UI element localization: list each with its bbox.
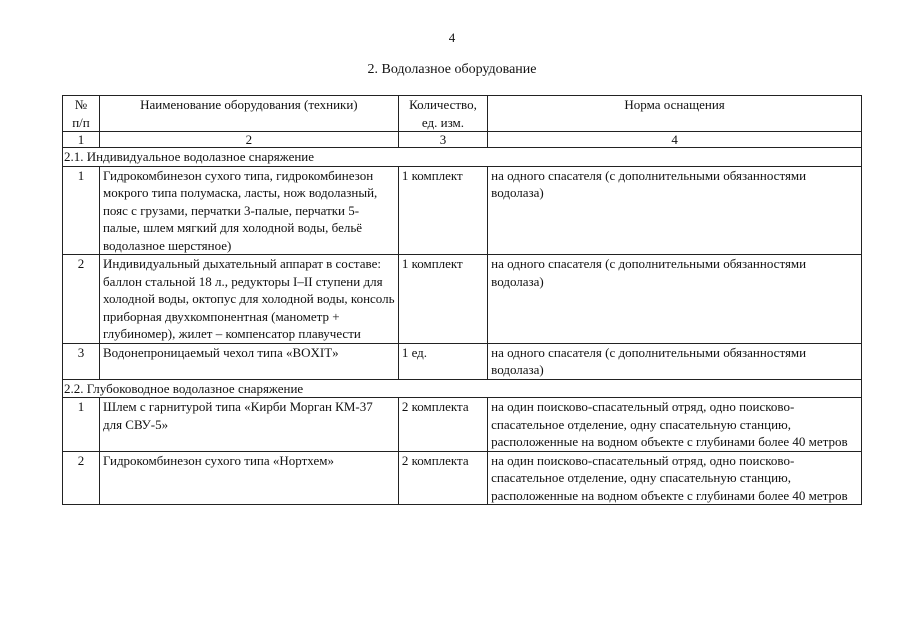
row-norm: на одного спасателя (с дополнительными обязанностями водолаза) <box>488 166 862 255</box>
column-numbers-row <box>63 132 862 148</box>
header-name: Наименование оборудования (техники) <box>99 96 398 132</box>
header-num-line1: № <box>74 97 88 112</box>
table-row <box>63 255 862 344</box>
row-num: 1 <box>63 166 100 255</box>
section-title: 2. Водолазное оборудование <box>367 62 537 77</box>
row-norm: на один поисково-спасательный отряд, одно поисково-спасательное отделение, одну спасательную станцию, расположенные на водном объекте с глубинами более 40 метров <box>488 398 862 452</box>
row-name: Гидрокомбинезон сухого типа, гидрокомбинезон мокрого типа полумаска, ласты, нож водолазный, пояс с грузами, перчатки 3-палые, перчатки 5-палые, шлем мягкий для холодной воды, бельё водолазное шерстяное) <box>99 166 398 255</box>
row-name: Индивидуальный дыхательный аппарат в составе: баллон стальной 18 л., редукторы I–II ступени для холодной воды, октопус для холодной воды, консоль приборная двухкомпонентная (манометр + глубиномер), жилет – компенсатор плавучести <box>99 255 398 344</box>
header-num-line2: п/п <box>72 114 90 130</box>
row-name: Водонепроницаемый чехол типа «BOXIT» <box>99 343 398 379</box>
page-number: 4 <box>448 30 456 45</box>
header-num <box>63 96 100 132</box>
table-row <box>63 451 862 505</box>
header-qty <box>398 96 487 132</box>
table-row <box>63 166 862 255</box>
row-qty: 2 комплекта <box>398 398 487 452</box>
column-number: 4 <box>488 132 862 148</box>
header-qty-line2: ед. изм. <box>421 114 465 130</box>
row-num: 3 <box>63 343 100 379</box>
group-row <box>63 379 862 398</box>
table-row <box>63 398 862 452</box>
row-num: 1 <box>63 398 100 452</box>
group-title: 2.2. Глубоководное водолазное снаряжение <box>63 379 862 398</box>
row-norm: на один поисково-спасательный отряд, одно поисково-спасательное отделение, одну спасательную станцию, расположенные на водном объекте с глубинами более 40 метров <box>488 451 862 505</box>
row-num: 2 <box>63 451 100 505</box>
equipment-table <box>62 95 862 505</box>
row-name: Шлем с гарнитурой типа «Кирби Морган КМ-37 для СВУ-5» <box>99 398 398 452</box>
table-row <box>63 343 862 379</box>
row-norm: на одного спасателя (с дополнительными обязанностями водолаза) <box>488 343 862 379</box>
row-qty: 1 комплект <box>398 255 487 344</box>
row-qty: 1 комплект <box>398 166 487 255</box>
group-row <box>63 148 862 167</box>
table-header-row <box>63 96 862 132</box>
row-norm: на одного спасателя (с дополнительными обязанностями водолаза) <box>488 255 862 344</box>
header-norm: Норма оснащения <box>488 96 862 132</box>
row-qty: 1 ед. <box>398 343 487 379</box>
column-number: 2 <box>99 132 398 148</box>
row-num: 2 <box>63 255 100 344</box>
row-qty: 2 комплекта <box>398 451 487 505</box>
header-qty-line1: Количество, <box>409 97 477 112</box>
row-name: Гидрокомбинезон сухого типа «Нортхем» <box>99 451 398 505</box>
group-title: 2.1. Индивидуальное водолазное снаряжение <box>63 148 862 167</box>
column-number: 1 <box>63 132 100 148</box>
column-number: 3 <box>398 132 487 148</box>
